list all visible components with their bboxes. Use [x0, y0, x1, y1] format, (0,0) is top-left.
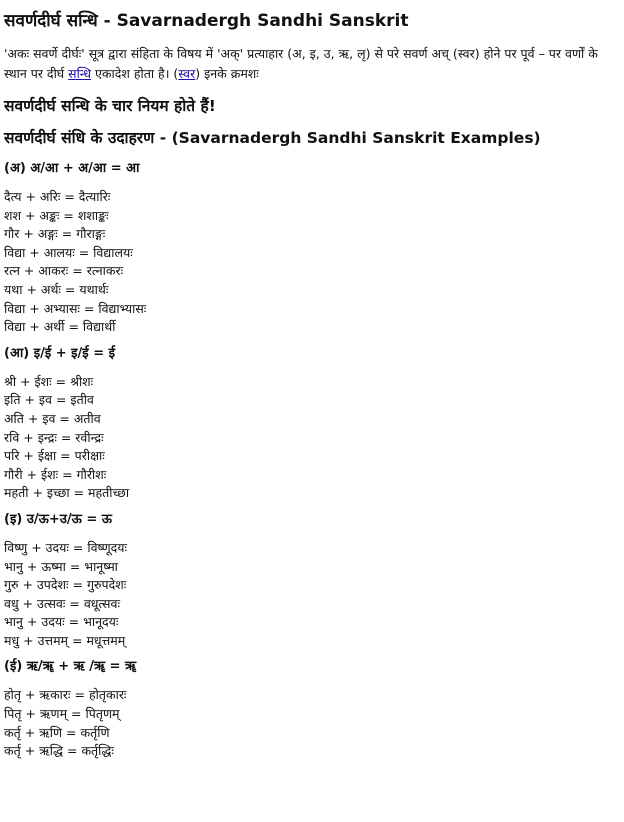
- sandhi-link[interactable]: सन्धि: [68, 66, 92, 81]
- example-item: महती + इच्छा = महतीच्छा: [4, 485, 130, 501]
- example-item: विष्णु + उदयः = विष्णूदयः: [4, 539, 128, 555]
- example-item: विद्या + आलयः = विद्यालयः: [4, 244, 133, 260]
- example-item: विद्या + अभ्यासः = विद्याभ्यासः: [4, 300, 147, 316]
- section-heading: (ई) ऋ/ॠ + ऋ /ॠ = ॠ: [4, 659, 137, 675]
- intro-paragraph: [4, 44, 618, 84]
- example-item: भानु + ऊष्मा = भानूष्मा: [4, 558, 118, 574]
- example-item: शश + अङ्कः = शशाङ्कः: [4, 207, 109, 223]
- example-item: कर्तृ + ऋद्धि = कर्तृद्धिः: [4, 743, 114, 759]
- example-item: रत्न + आकरः = रत्नाकरः: [4, 263, 124, 279]
- example-item: गौर + अङ्गः = गौराङ्गः: [4, 226, 106, 242]
- section-heading: (अ) अ/आ + अ/आ = आ: [4, 161, 140, 176]
- examples-heading: सवर्णदीर्घ संधि के उदाहरण - (Savarnadergh Sandhi Sanskrit Examples): [4, 129, 541, 147]
- example-item: श्री + ईशः = श्रीशः: [4, 373, 94, 389]
- example-item: यथा + अर्थः = यथार्थः: [4, 281, 109, 297]
- example-item: कर्तृ + ऋणि = कर्तृणि: [4, 724, 110, 740]
- section-heading: (इ) उ/ऊ+उ/ऊ = ऊ: [4, 511, 112, 527]
- example-item: मधु + उत्तमम् = मधूत्तमम्: [4, 632, 126, 648]
- section-heading: (आ) इ/ई + इ/ई = ई: [4, 345, 115, 361]
- example-item: विद्या + अर्थी = विद्यार्थी: [4, 319, 116, 335]
- example-item: होतृ + ऋकारः = होतृकारः: [4, 687, 127, 703]
- example-list: [4, 188, 618, 337]
- example-list: [4, 539, 618, 651]
- swar-link[interactable]: स्वर: [178, 66, 196, 81]
- example-item: अति + इव = अतीव: [4, 410, 101, 426]
- example-list: [4, 373, 618, 503]
- example-item: गुरु + उपदेशः = गुरुपदेशः: [4, 577, 127, 593]
- example-item: रवि + इन्द्रः = रवीन्द्रः: [4, 429, 104, 445]
- rules-heading: सवर्णदीर्घ सन्धि के चार नियम होते हैं!: [4, 97, 216, 115]
- example-item: दैत्य + अरिः = दैत्यारिः: [4, 189, 111, 204]
- example-item: पितृ + ऋणम् = पितृणम्: [4, 706, 120, 722]
- intro-text-end: ) इनके क्रमशः: [195, 66, 259, 81]
- example-item: इति + इव = इतीव: [4, 392, 94, 408]
- intro-text: 'अकः सवर्णे दीर्घः' सूत्र द्वारा संहिता के विषय में 'अक्' प्रत्याहार (अ, इ, उ, ऋ, लृ) से परे सवर्ण अच् (स्वर) होने पर पूर्व – पर वर्णों के स्थान पर दीर्घ: [4, 46, 598, 81]
- intro-text-middle: एकादेश होता है। (: [91, 66, 179, 81]
- example-list: [4, 686, 618, 760]
- example-item: परि + ईक्षा = परीक्षाः: [4, 448, 105, 464]
- example-item: भानु + उदयः = भानूदयः: [4, 614, 119, 630]
- page-title: सवर्णदीर्घ सन्धि - Savarnadergh Sandhi Sanskrit: [4, 11, 409, 31]
- example-item: गौरी + ईशः = गौरीशः: [4, 466, 107, 482]
- example-item: वधु + उत्सवः = वधूत्सवः: [4, 595, 120, 611]
